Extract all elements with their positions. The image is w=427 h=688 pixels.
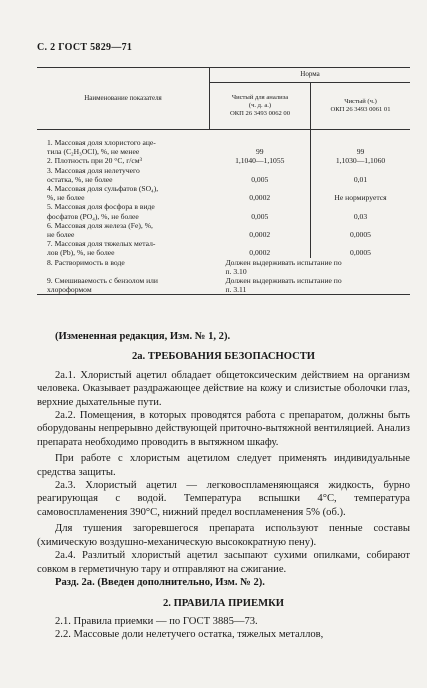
value-pure <box>311 202 411 220</box>
value-both-grades <box>210 276 411 295</box>
indicator-name-line: 4. Массовая доля сульфатов (SO₄), <box>47 184 159 194</box>
value-analytical <box>210 202 311 220</box>
indicator-name-line: тила (C₂H₃OCl), %, не менее <box>47 147 140 157</box>
indicator-name <box>37 130 210 157</box>
value-analytical <box>210 221 311 239</box>
value-pure <box>311 221 411 239</box>
value-line <box>311 138 410 147</box>
value-line <box>311 184 410 193</box>
grade-pure-header: Чистый (ч.) ОКП 26 3493 0061 01 <box>311 83 411 130</box>
indicator-name-line: 6. Массовая доля железа (Fe), %, <box>47 220 153 230</box>
text-block <box>37 330 410 642</box>
indicator-name-line: %, не более <box>47 193 85 203</box>
indicator-name-line: 2. Плотность при 20 °С, г/см³ <box>47 156 142 166</box>
table-row <box>37 276 410 295</box>
value-pure <box>311 130 411 157</box>
value-analytical <box>210 184 311 202</box>
section-note: Разд. 2а. (Введен дополнительно, Изм. № 2). <box>55 576 265 588</box>
value-line <box>311 166 410 175</box>
table-row <box>37 156 410 165</box>
value-line <box>210 239 311 248</box>
name-column-header: Наименование показателя <box>37 68 210 130</box>
value-line: Должен выдерживать испытание по <box>225 276 342 286</box>
value-analytical <box>210 156 311 165</box>
indicator-name <box>37 258 210 276</box>
indicator-name <box>37 166 210 184</box>
indicator-name-line: остатка, %, не более <box>47 174 113 184</box>
value-line: 0,005 <box>251 174 269 184</box>
indicator-name-line: фосфатов (PO₄), %, не более <box>47 211 139 221</box>
indicator-name-line: 8. Растворимость в воде <box>47 257 125 267</box>
value-line: п. 3.11 <box>225 285 247 295</box>
paragraph: 2а.2. Помещения, в которых проводятся работа с препаратом, должны быть оборудованы непрерывно действующей приточно-вытяжной вентиляцией. Анализ препарата необходимо проводить в вытяжном шкафу. <box>37 410 410 448</box>
specification-table <box>37 67 410 295</box>
value-analytical <box>210 166 311 184</box>
value-pure <box>311 239 411 257</box>
indicator-name <box>37 156 210 165</box>
value-analytical <box>210 130 311 157</box>
grade-analytical-header: Чистый для анализа (ч. д. а.) ОКП 26 3493 0062 00 <box>210 83 311 130</box>
value-pure <box>311 166 411 184</box>
value-line: п. 3.10 <box>225 266 247 276</box>
value-both-grades <box>210 258 411 276</box>
paragraph: 2а.3. Хлористый ацетил — легковоспламеняющаяся жидкость, бурно реагирующая с водой. Температура вспышки 4°С, температура самовоспламенения 390°С, нижний предел воспламенения 5% (об.). <box>37 480 410 518</box>
indicator-name-line: 1. Массовая доля хлористого аце- <box>47 138 156 147</box>
value-line <box>311 202 410 211</box>
indicator-name-line: 7. Массовая доля тяжелых метал- <box>47 239 156 249</box>
table-row <box>37 130 410 157</box>
table-row <box>37 184 410 202</box>
paragraph: При работе с хлористым ацетилом следует применять индивидуальные средства защиты. <box>37 453 410 478</box>
value-line: 0,01 <box>353 174 368 184</box>
value-line <box>210 166 311 175</box>
paragraph: 2.2. Массовые доли нелетучего остатка, тяжелых металлов, <box>55 629 324 641</box>
paragraph: 2а.1. Хлористый ацетил обладает общетоксическим действием на организм человека. Оказывает раздражающее действие на кожу и слизистые оболочки глаз, верхние дыхательные пути. <box>37 369 410 408</box>
section-2-title: 2. ПРАВИЛА ПРИЕМКИ <box>162 598 285 610</box>
paragraph: Для тушения загоревшегося препарата используют пенные составы (химическую воздушно-механическую высокократную пену). <box>37 523 410 548</box>
value-line: 99 <box>255 147 264 157</box>
value-line <box>311 239 410 248</box>
value-pure <box>311 156 411 165</box>
table-row <box>37 166 410 184</box>
norm-column-header: Норма <box>210 68 411 83</box>
value-line: 99 <box>356 147 365 157</box>
table-row <box>37 202 410 220</box>
indicator-name <box>37 202 210 220</box>
indicator-name <box>37 184 210 202</box>
indicator-name-line: лов (Pb), %, не более <box>47 248 115 258</box>
table-row <box>37 258 410 276</box>
value-line: 1,1030—1,1060 <box>335 156 386 166</box>
indicator-name-line: не более <box>47 230 75 240</box>
value-line: 0,005 <box>251 211 269 221</box>
indicator-name <box>37 221 210 239</box>
value-line <box>210 184 311 193</box>
paragraph: 2.1. Правила приемки — по ГОСТ 3885—73. <box>55 615 258 627</box>
page-header: С. 2 ГОСТ 5829—71 <box>37 42 133 53</box>
value-line: 0,0005 <box>350 248 371 258</box>
value-line: 0,0005 <box>350 230 371 240</box>
value-line <box>210 221 311 230</box>
value-line: 0,0002 <box>249 248 271 258</box>
indicator-name-line: 3. Массовая доля нелетучего <box>47 165 140 175</box>
table-row <box>37 239 410 257</box>
value-line: 0,0002 <box>249 230 271 240</box>
value-line <box>210 202 311 211</box>
indicator-name <box>37 276 210 295</box>
value-line <box>311 221 410 230</box>
value-analytical <box>210 239 311 257</box>
section-2a-title: 2а. ТРЕБОВАНИЯ БЕЗОПАСНОСТИ <box>131 351 316 363</box>
value-line <box>210 138 311 147</box>
indicator-name-line: 5. Массовая доля фосфора в виде <box>47 202 155 212</box>
table-row <box>37 221 410 239</box>
value-line: Не нормируется <box>334 193 387 203</box>
indicator-name-line: 9. Смешиваемость с бензолом или <box>47 276 158 286</box>
indicator-name <box>37 239 210 257</box>
value-pure <box>311 184 411 202</box>
edit-note: (Измененная редакция, Изм. № 1, 2). <box>55 331 231 342</box>
value-line: Должен выдерживать испытание по <box>225 257 342 267</box>
value-line: 1,1040—1,1055 <box>235 156 285 166</box>
indicator-name-line: хлороформом <box>47 285 92 295</box>
value-line: 0,03 <box>353 211 368 221</box>
value-line: 0,0002 <box>249 193 271 203</box>
paragraph: 2а.4. Разлитый хлористый ацетил засыпают сухими опилками, собирают совком в герметичную тару и отправляют на сжигание. <box>37 550 410 575</box>
